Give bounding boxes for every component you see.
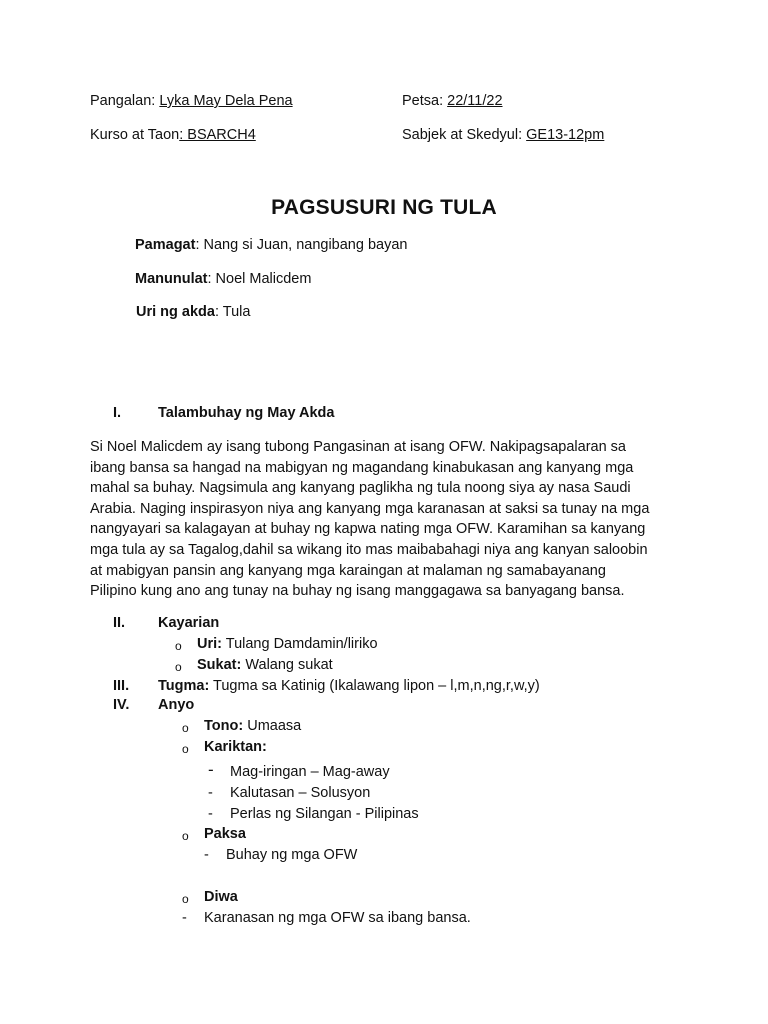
manunulat-value: : Noel Malicdem [207, 271, 312, 287]
bullet-icon: o [182, 892, 189, 906]
paragraph-line: ibang bansa sa hangad na mabigyan ng magandang kinabukasan ang kanyang mga [90, 459, 634, 476]
dash-icon: - [204, 847, 209, 863]
subject-value: GE13-12pm [526, 127, 605, 143]
tono-value: Umaasa [243, 718, 302, 734]
bullet-icon: o [182, 829, 189, 843]
section-2-numeral: II. [113, 615, 126, 631]
tugma-row [158, 678, 540, 694]
document-title: PAGSUSURI NG TULA [271, 196, 497, 219]
paragraph-line: mahal sa buhay. Nagsimula ang kanyang paglikha ng tula noong siya ay nasa Saudi [90, 480, 631, 497]
uri-akda-value: : Tula [214, 304, 251, 320]
date-label: Petsa: [402, 93, 448, 109]
paksa-item: Buhay ng mga OFW [226, 847, 358, 863]
kariktan-label: Kariktan: [204, 739, 267, 755]
bullet-icon: o [182, 721, 189, 735]
name-value: Lyka May Dela Pena [159, 93, 293, 109]
dash-icon: - [208, 760, 214, 779]
section-2-heading: Kayarian [158, 615, 220, 631]
diwa-item: Karanasan ng mga OFW sa ibang bansa. [204, 910, 471, 926]
pamagat-row [135, 237, 407, 253]
section-3-numeral: III. [113, 678, 130, 694]
bullet-icon: o [175, 660, 182, 674]
kariktan-item: Kalutasan – Solusyon [230, 785, 371, 801]
pamagat-label: Pamagat [135, 237, 196, 253]
tono-row [204, 718, 301, 734]
course-row [90, 127, 256, 143]
tugma-label: Tugma: [158, 678, 210, 694]
kayarian-uri-value: Tulang Damdamin/liriko [221, 636, 378, 652]
bullet-icon: o [182, 742, 189, 756]
subject-row [402, 127, 604, 143]
dash-icon: - [208, 806, 213, 822]
dash-icon: - [208, 785, 213, 801]
paragraph-line: Pilipino kung ano ang tunay na buhay ng isang manggagawa sa banyagang bansa. [90, 583, 625, 600]
uri-akda-label: Uri ng akda [136, 304, 215, 320]
kariktan-item: Mag-iringan – Mag-away [230, 764, 390, 780]
name-row [90, 93, 389, 109]
biography-paragraph [90, 437, 690, 602]
kayarian-uri [197, 636, 378, 652]
paragraph-line: nangyayari sa kalagayan at buhay ng kapwa nating mga OFW. Karamihan sa kanyang [90, 521, 646, 538]
section-4-numeral: IV. [113, 697, 130, 713]
date-row [402, 93, 503, 109]
tono-label: Tono: [204, 718, 244, 734]
kayarian-uri-label: Uri: [197, 636, 222, 652]
section-1-numeral: I. [113, 405, 122, 421]
manunulat-row [135, 271, 311, 287]
tugma-value: Tugma sa Katinig (Ikalawang lipon – l,m,n,ng,r,w,y) [209, 678, 540, 694]
pamagat-value: : Nang si Juan, nangibang bayan [195, 237, 408, 253]
subject-label: Sabjek at Skedyul: [402, 127, 527, 143]
course-value: : BSARCH4 [179, 127, 256, 143]
date-value: 22/11/22 [447, 93, 503, 109]
kayarian-sukat [197, 657, 333, 673]
paragraph-line: Arabia. Naging inspirasyon niya ang kanyang mga karanasan at saksi sa tunay na mga [90, 500, 650, 517]
section-1-heading: Talambuhay ng May Akda [158, 405, 335, 421]
diwa-label: Diwa [204, 889, 238, 905]
bullet-icon: o [175, 639, 182, 653]
kayarian-sukat-label: Sukat: [197, 657, 242, 673]
paragraph-line: Si Noel Malicdem ay isang tubong Pangasinan at isang OFW. Nakipagsapalaran sa [90, 439, 626, 455]
paragraph-line: at mabigyan pansin ang kanyang mga karaingan at malaman ng samabayanang [90, 562, 606, 579]
uri-akda-row [136, 304, 250, 320]
name-label: Pangalan: [90, 93, 160, 109]
course-label: Kurso at Taon [90, 127, 180, 143]
dash-icon: - [182, 910, 187, 926]
paksa-label: Paksa [204, 826, 246, 842]
manunulat-label: Manunulat [135, 271, 208, 287]
kariktan-item: Perlas ng Silangan - Pilipinas [230, 806, 419, 822]
section-4-heading: Anyo [158, 697, 195, 713]
kayarian-sukat-value: Walang sukat [241, 657, 333, 673]
paragraph-line: mga tula ay sa Tagalog,dahil sa wikang ito mas maibabahagi niya ang kanyan saloobin [90, 541, 648, 558]
